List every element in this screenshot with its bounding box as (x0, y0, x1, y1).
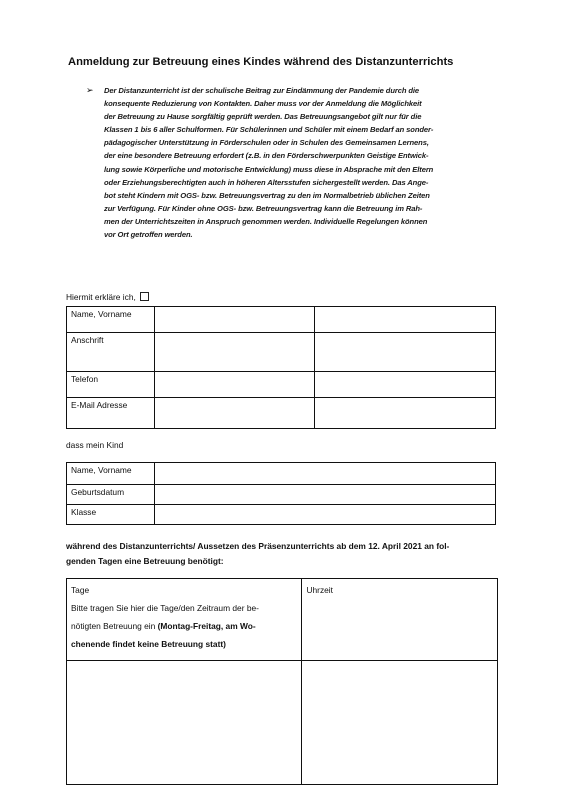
intro-line: oder Erziehungsberechtigten auch in höheren Altersstufen sichergestellt werden. Das Ange- (104, 177, 429, 187)
child-info-table (66, 462, 496, 525)
child-intro-label: dass mein Kind (66, 440, 124, 450)
intro-line: Der Distanzunterricht ist der schulische Beitrag zur Eindämmung der Pandemie durch die (104, 86, 420, 95)
declaration-label (66, 292, 149, 302)
days-header: Tage (71, 585, 90, 595)
care-schedule-table (66, 578, 498, 785)
arrow-bullet-icon: ➢ (86, 85, 94, 95)
table-row (67, 505, 496, 525)
parent-address-field[interactable] (154, 333, 315, 372)
child-class-field[interactable] (154, 505, 495, 525)
intro-line: konsequente Reduzierung von Kontakten. Daher muss vor der Anmeldung die Möglichkeit (104, 99, 422, 109)
days-header-cell[interactable] (67, 579, 302, 661)
care-intro-line: während des Distanzunterrichts/ Aussetzen des Präsenzunterrichts ab dem 12. April 2021 an fol- (66, 541, 450, 551)
parent-name-label: Name, Vorname (67, 307, 155, 333)
parent-email-field-2[interactable] (315, 398, 496, 429)
child-birthdate-label: Geburtsdatum (67, 485, 155, 505)
time-header-cell[interactable] (302, 579, 498, 661)
table-row (67, 485, 496, 505)
days-instruction-bold: chenende findet keine Betreuung statt) (71, 639, 226, 649)
table-row (67, 463, 496, 485)
days-instruction-part: nötigten Betreuung ein (71, 621, 156, 631)
intro-line: lung sowie Körperliche und motorische Entwicklung) muss diese in Absprache mit den Eltern (104, 164, 434, 174)
intro-line: der Betreuung zu Hause sorgfältig geprüft werden. Das Betreuungsangebot gilt nur für die (104, 112, 422, 122)
intro-line: men der Unterrichtszeiten in Anspruch genommen werden. Individuelle Regelungen können (104, 216, 428, 226)
days-instruction: Bitte tragen Sie hier die Tage/den Zeitraum der be- (71, 603, 259, 613)
child-class-label: Klasse (67, 505, 155, 525)
care-intro (66, 539, 506, 569)
intro-line: vor Ort getroffen werden. (104, 230, 193, 240)
time-header: Uhrzeit (306, 585, 333, 595)
intro-line: der eine besondere Betreuung erfordert (z.B. in den Förderschwerpunkten Geistige Entwick- (104, 151, 429, 161)
care-intro-line: genden Tagen eine Betreuung benötigt: (66, 556, 224, 566)
table-row (67, 661, 498, 785)
parent-email-label: E-Mail Adresse (67, 398, 155, 429)
time-entry-field[interactable] (302, 661, 498, 785)
declaration-checkbox[interactable] (140, 292, 149, 301)
child-name-label: Name, Vorname (67, 463, 155, 485)
parent-phone-label: Telefon (67, 372, 155, 398)
page-title: Anmeldung zur Betreuung eines Kindes während des Distanzunterrichts (68, 56, 454, 68)
child-name-field[interactable] (154, 463, 495, 485)
parent-email-field[interactable] (154, 398, 315, 429)
intro-line: Klassen 1 bis 6 aller Schulformen. Für Schülerinnen und Schüler mit einem Bedarf an sonder- (104, 125, 434, 135)
parent-phone-field[interactable] (154, 372, 315, 398)
intro-line: bot steht Kindern mit OGS- bzw. Betreuungsvertrag zu den im Normalbetrieb üblichen Zeiten (104, 190, 430, 200)
parent-address-label: Anschrift (67, 333, 155, 372)
table-row (67, 307, 496, 333)
days-instruction-bold: (Montag-Freitag, am Wo- (157, 621, 256, 631)
parent-info-table (66, 306, 496, 429)
parent-address-field-2[interactable] (315, 333, 496, 372)
intro-line: pädagogischer Unterstützung in Förderschulen oder in Schulen des Gemeinsamen Lernens, (104, 138, 429, 148)
parent-name-field[interactable] (154, 307, 315, 333)
table-row (67, 333, 496, 372)
intro-line: zur Verfügung. Für Kinder ohne OGS- bzw. Betreuungsvertrag kann die Betreuung im Rah- (104, 203, 423, 213)
table-row (67, 372, 496, 398)
table-row (67, 398, 496, 429)
intro-paragraph (104, 84, 504, 241)
table-row (67, 579, 498, 661)
parent-phone-field-2[interactable] (315, 372, 496, 398)
days-instruction (71, 617, 297, 635)
days-instruction-bold-line (71, 635, 297, 653)
days-entry-field[interactable] (67, 661, 302, 785)
declaration-text: Hiermit erkläre ich, (66, 292, 136, 302)
parent-name-field-2[interactable] (315, 307, 496, 333)
child-birthdate-field[interactable] (154, 485, 495, 505)
